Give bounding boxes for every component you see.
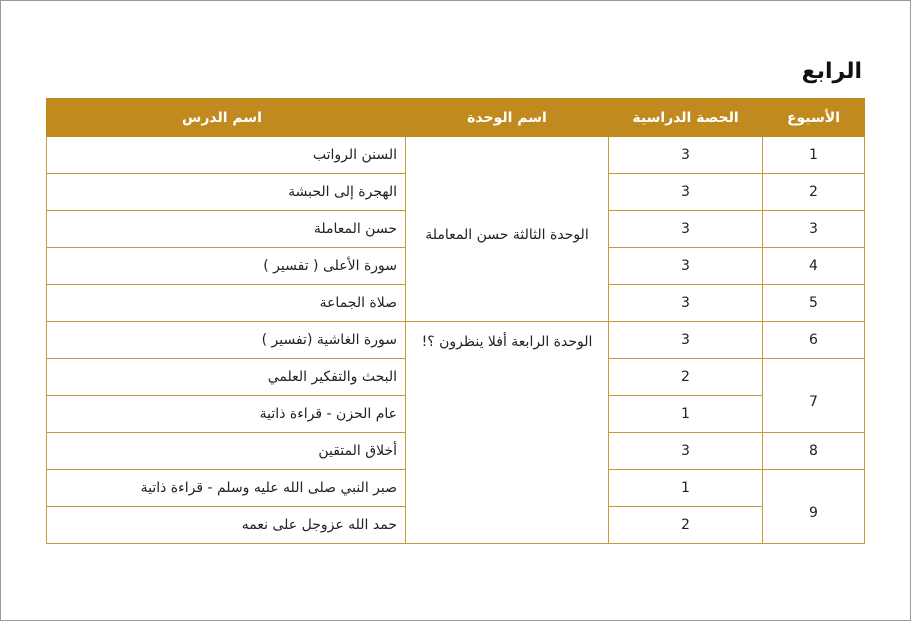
week-cell: 4 bbox=[763, 248, 865, 285]
header-week: الأسبوع bbox=[763, 99, 865, 137]
period-cell: 3 bbox=[609, 433, 763, 470]
lesson-cell: سورة الأعلى ( تفسير ) bbox=[47, 248, 406, 285]
period-cell: 3 bbox=[609, 322, 763, 359]
header-period: الحصة الدراسية bbox=[609, 99, 763, 137]
unit-cell: الوحدة الرابعة أفلا ينظرون ؟! bbox=[406, 322, 609, 544]
period-cell: 1 bbox=[609, 470, 763, 507]
lesson-cell: الهجرة إلى الحبشة bbox=[47, 174, 406, 211]
schedule-table bbox=[46, 98, 865, 544]
week-cell: 8 bbox=[763, 433, 865, 470]
lesson-cell: عام الحزن - قراءة ذاتية bbox=[47, 396, 406, 433]
unit-cell: الوحدة الثالثة حسن المعاملة bbox=[406, 137, 609, 322]
table-row bbox=[47, 137, 865, 174]
period-cell: 3 bbox=[609, 285, 763, 322]
week-cell: 6 bbox=[763, 322, 865, 359]
lesson-cell: السنن الرواتب bbox=[47, 137, 406, 174]
lesson-cell: حسن المعاملة bbox=[47, 211, 406, 248]
table-header-row bbox=[47, 99, 865, 137]
period-cell: 3 bbox=[609, 211, 763, 248]
section-title: الرابع bbox=[801, 59, 862, 84]
lesson-cell: أخلاق المتقين bbox=[47, 433, 406, 470]
week-cell: 7 bbox=[763, 359, 865, 433]
lesson-cell: حمد الله عزوجل على نعمه bbox=[47, 507, 406, 544]
period-cell: 3 bbox=[609, 174, 763, 211]
week-cell: 9 bbox=[763, 470, 865, 544]
week-cell: 3 bbox=[763, 211, 865, 248]
period-cell: 1 bbox=[609, 396, 763, 433]
header-unit: اسم الوحدة bbox=[406, 99, 609, 137]
period-cell: 3 bbox=[609, 137, 763, 174]
period-cell: 3 bbox=[609, 248, 763, 285]
week-cell: 5 bbox=[763, 285, 865, 322]
period-cell: 2 bbox=[609, 359, 763, 396]
week-cell: 2 bbox=[763, 174, 865, 211]
lesson-cell: صبر النبي صلى الله عليه وسلم - قراءة ذاتية bbox=[47, 470, 406, 507]
lesson-cell: سورة الغاشية (تفسير ) bbox=[47, 322, 406, 359]
lesson-cell: البحث والتفكير العلمي bbox=[47, 359, 406, 396]
period-cell: 2 bbox=[609, 507, 763, 544]
table-row bbox=[47, 322, 865, 359]
lesson-cell: صلاة الجماعة bbox=[47, 285, 406, 322]
week-cell: 1 bbox=[763, 137, 865, 174]
header-lesson: اسم الدرس bbox=[47, 99, 406, 137]
